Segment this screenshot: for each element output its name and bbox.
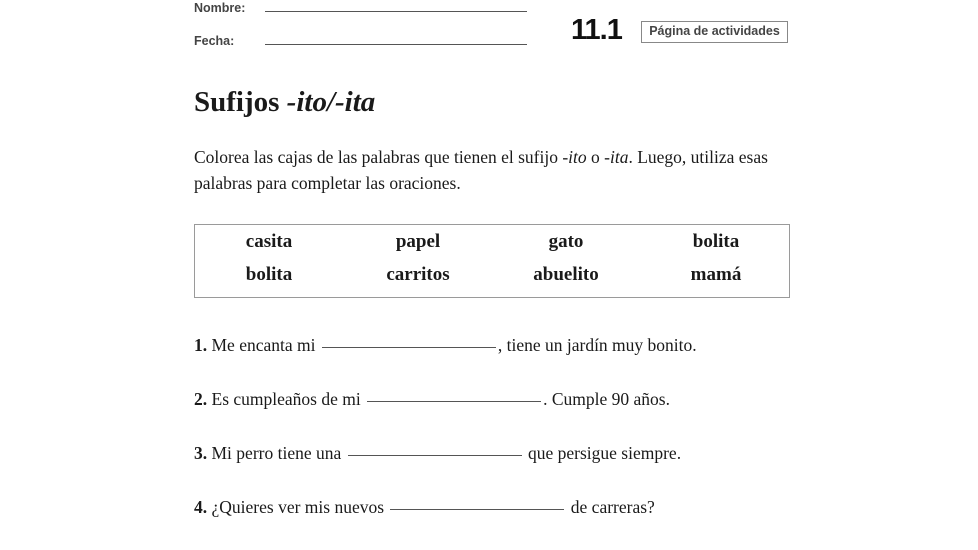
name-field-line[interactable] [265,11,527,12]
sentence-before: Es cumpleaños de mi [211,389,361,409]
activity-page-badge: Página de actividades [641,21,788,43]
instructions-part2: o [586,147,605,167]
answer-blank[interactable] [390,509,564,510]
answer-blank[interactable] [367,401,541,402]
sentence-number: 2. [194,389,208,409]
word-mama[interactable]: mamá [690,264,742,285]
sentence-after: que persigue siempre. [523,443,682,463]
page-title [194,86,375,119]
sentence-1 [194,335,697,356]
instructions-part1: Colorea las cajas de las palabras que tienen el sufijo [194,147,563,167]
instructions [194,144,794,196]
title-prefix: Sufijos [194,86,287,118]
instructions-suffix1: -ito [562,147,587,167]
sentence-number: 4. [194,497,208,517]
sentence-after: de carreras? [566,497,655,517]
sentence-number: 1. [194,335,208,355]
answer-blank[interactable] [322,347,496,348]
sentence-after: . Cumple 90 años. [543,389,670,409]
instructions-part3: . Luego, utiliza esas palabras para completar las oraciones. [194,147,768,193]
sentence-before: ¿Quieres ver mis nuevos [211,497,385,517]
word-papel[interactable]: papel [395,231,441,252]
answer-blank[interactable] [348,455,522,456]
sentence-2 [194,389,670,410]
sentence-number: 3. [194,443,208,463]
sentence-4 [194,497,655,518]
sentence-before: Mi perro tiene una [211,443,342,463]
sentence-after: , tiene un jardín muy bonito. [497,335,697,355]
word-box [194,224,790,298]
word-carritos[interactable]: carritos [386,264,450,285]
instructions-suffix2: -ita [604,147,629,167]
word-gato[interactable]: gato [548,231,584,252]
word-bolita-2[interactable]: bolita [245,264,293,285]
date-label: Fecha: [194,34,235,48]
name-label: Nombre: [194,1,246,15]
date-field-line[interactable] [265,44,527,45]
sentence-before: Me encanta mi [211,335,316,355]
lesson-number: 11.1 [571,14,622,46]
word-casita[interactable]: casita [245,231,293,252]
word-bolita-1[interactable]: bolita [692,231,740,252]
title-suffixes: -ito/-ita [286,86,376,118]
sentence-3 [194,443,681,464]
word-abuelito[interactable]: abuelito [533,264,599,285]
